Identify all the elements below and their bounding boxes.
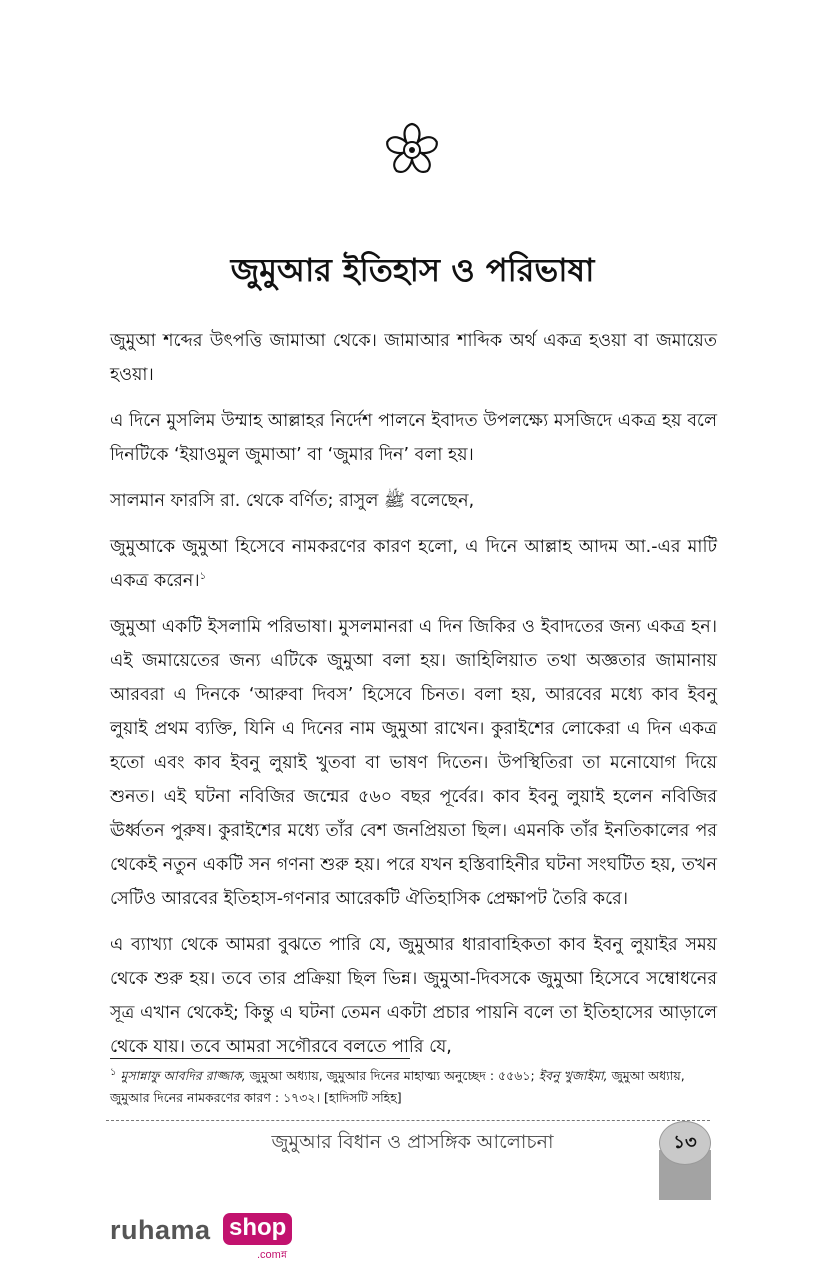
page-title: জুমুআর ইতিহাস ও পরিভাষা — [230, 251, 595, 289]
paragraph: সালমান ফারসি রা. থেকে বর্ণিত; রাসুল ﷺ বলেছেন, — [110, 491, 475, 511]
footnote-divider — [110, 1058, 410, 1059]
footnote-source: মুসান্নাফু আবদির রাজ্জাক, — [120, 1068, 246, 1083]
footnote — [110, 1065, 717, 1109]
paragraph: এ দিনে মুসলিম উম্মাহ আল্লাহর নির্দেশ পালনে ইবাদত উপলক্ষ্যে মসজিদে একত্র হয় বলে দিনটিকে ‘ইয়াওমুল জুমাআ’ বা ‘জুমার দিন’ বলা হয়। — [110, 411, 717, 465]
hadith-text: জুমুআকে জুমুআ হিসেবে নামকরণের কারণ হলো, এ দিনে আল্লাহ আদম আ.-এর মাটি একত্র করেন। — [110, 537, 717, 591]
paragraph: এ ব্যাখ্যা থেকে আমরা বুঝতে পারি যে, জুমুআর ধারাবাহিকতা কাব ইবনু লুয়াইর সময় থেকে শুরু হয়। তবে তার প্রক্রিয়া ছিল ভিন্ন। জুমুআ-দিবসকে জুমুআ হিসেবে সম্বোধনের সূত্র এখান থেকেই; কিন্তু এ ঘটনা তেমন একটা প্রচার পায়নি বলে তা ইতিহাসের আড়ালে থেকে যায়। তবে আমরা সগৌরবে বলতে পারি যে, — [110, 935, 717, 1057]
footnote-text: জুমুআ অধ্যায়, জুমুআর দিনের নামকরণের কারণ : ১৭৩২। [হাদিসটি সহিহ] — [110, 1068, 685, 1105]
body-text — [110, 324, 717, 1064]
logo-wordmark: ruhama — [110, 1215, 211, 1245]
hadith-paragraph — [110, 530, 717, 598]
flower-ornament-icon — [380, 118, 444, 182]
paragraph: জুমুআ শব্দের উৎপত্তি জামাআ থেকে। জামাআর শাব্দিক অর্থ একত্র হওয়া বা জমায়েত হওয়া। — [110, 331, 717, 385]
footnote-marker: ১ — [110, 1066, 117, 1078]
footnote-source: ইবনু খুজাইমা, — [538, 1068, 608, 1083]
footnote-ref[interactable]: ১ — [199, 571, 207, 583]
page-number-badge — [659, 1121, 711, 1165]
footer-divider — [106, 1120, 710, 1121]
paragraph: জুমুআ একটি ইসলামি পরিভাষা। মুসলমানরা এ দিন জিকির ও ইবাদতের জন্য একত্র হন। এই জমায়েতের জন্য এটিকে জুমুআ বলা হয়। জাহিলিয়াত তথা অজ্ঞতার জামানায় আরবরা এ দিনকে ‘আরুবা দিবস’ হিসেবে চিনত। বলা হয়, আরবের মধ্যে কাব ইবনু লুয়াই প্রথম ব্যক্তি, যিনি এ দিনের নাম জুমুআ রাখেন। কুরাইশের লোকেরা এ দিন একত্র হতো এবং কাব ইবনু লুয়াই খুতবা বা ভাষণ দিতেন। উপস্থিতিরা তা মনোযোগ দিয়ে শুনত। এই ঘটনা নবিজির জন্মের ৫৬০ বছর পূর্বের। কাব ইবনু লুয়াই হলেন নবিজির ঊর্ধ্বতন পুরুষ। কুরাইশের মধ্যে তাঁর বেশ জনপ্রিয়তা ছিল। এমনকি তাঁর ইনতিকালের পর থেকেই নতুন একটি সন গণনা শুরু হয়। পরে যখন হস্তিবাহিনীর ঘটনা সংঘটিত হয়, তখন সেটিও আরবের ইতিহাস-গণনার আরেকটি ঐতিহাসিক প্রেক্ষাপট তৈরি করে। — [110, 617, 717, 909]
footnote-text: জুমুআ অধ্যায়, জুমুআর দিনের মাহাত্ম্য অনুচ্ছেদ : ৫৫৬১; — [245, 1068, 539, 1083]
running-title: জুমুআর বিধান ও প্রাসঙ্গিক আলোচনা — [271, 1131, 554, 1153]
page-number: ১৩ — [673, 1131, 697, 1153]
logo-badge: shop — [223, 1213, 292, 1245]
logo-domain: .comন্ন — [257, 1249, 288, 1261]
